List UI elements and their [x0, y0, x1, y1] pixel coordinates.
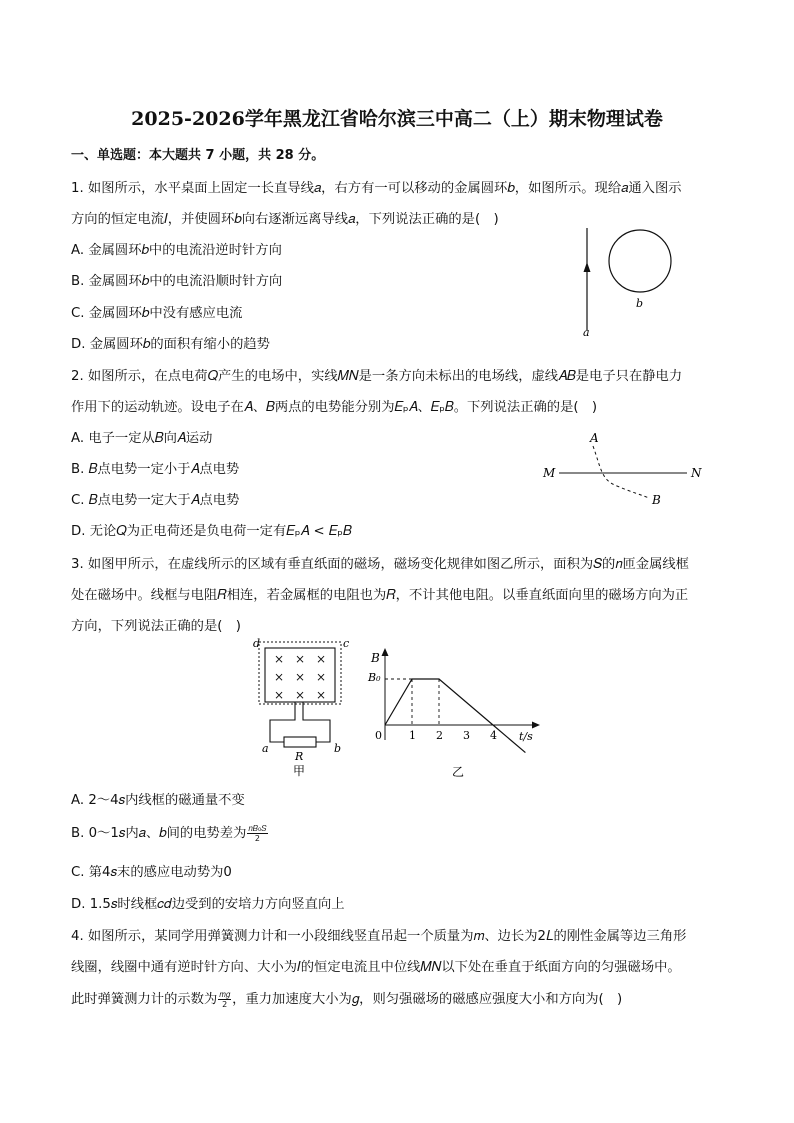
q2-option-c: C. 𝐵点电势一定大于𝐴点电势	[71, 493, 240, 508]
q1-option-d: D. 金属圆环𝑏的面积有缩小的趋势	[71, 337, 270, 352]
svg-text:×: ×	[295, 670, 306, 684]
q4-line-1: 4. 如图所示，某同学用弹簧测力计和一小段细线竖直吊起一个质量为𝑚、边长为2𝐿的刚性金属等边三角形	[71, 929, 687, 944]
terminal-a-label: a	[262, 742, 269, 755]
current-arrow-icon	[584, 262, 591, 272]
q4-line-2: 线圈，线圈中通有逆时针方向、大小为𝐼的恒定电流且中位线𝑀𝑁以下处在垂直于纸面方向的匀强磁场中。	[71, 960, 681, 975]
q3-option-c: C. 第4𝑠末的感应电动势为0	[71, 865, 232, 880]
figure-jia-caption: 甲	[293, 764, 306, 778]
q3-line-2: 处在磁场中。线框与电阻𝑅相连，若金属框的电阻也为𝑅，不计其他电阻。以垂直纸面向里的磁场方向为正	[71, 588, 689, 603]
q1-option-b: B. 金属圆环𝑏中的电流沿顺时针方向	[71, 274, 283, 289]
q2-option-d: D. 无论𝑄为正电荷还是负电荷一定有𝐸ₚ𝐴 < 𝐸ₚ𝐵	[71, 524, 352, 539]
y-tick-b0: B₀	[368, 671, 381, 684]
q1-line-1: 1. 如图所示，水平桌面上固定一长直导线𝑎，右方有一可以移动的金属圆环𝑏，如图所示。现给𝑎通入图示	[71, 181, 682, 196]
b-vs-t-line	[385, 679, 525, 753]
corner-d-label: d	[253, 637, 261, 650]
q3-figure-yi-chart	[360, 640, 550, 780]
x-axis-arrow-icon	[532, 722, 540, 729]
y-axis-arrow-icon	[382, 648, 389, 656]
q3-line-1: 3. 如图甲所示，在虚线所示的区域有垂直纸面的磁场，磁场变化规律如图乙所示，面积为𝑆的𝑛匝金属线框	[71, 557, 689, 572]
x-tick-1: 1	[409, 729, 416, 742]
figure-yi-caption: 乙	[452, 765, 465, 779]
q2-option-b: B. 𝐵点电势一定小于𝐴点电势	[71, 462, 240, 477]
q3-figure-jia	[250, 632, 360, 780]
q2-option-a: A. 电子一定从𝐵向𝐴运动	[71, 431, 213, 446]
q3-option-b-fraction: $\frac{\text{𝑛𝐵₀𝑆}}{2}$	[248, 823, 267, 843]
page-title: 2025-2026学年黑龙江省哈尔滨三中高二（上）期末物理试卷	[131, 108, 663, 130]
q1-option-a: A. 金属圆环𝑏中的电流沿逆时针方向	[71, 243, 282, 258]
svg-text:×: ×	[274, 652, 285, 666]
q2-figure	[535, 428, 715, 513]
q3-option-d: D. 1.5𝑠时线框𝑐𝑑边受到的安培力方向竖直向上	[71, 897, 345, 912]
field-crosses	[274, 652, 326, 702]
x-tick-2: 2	[436, 729, 443, 742]
q1-option-c: C. 金属圆环𝑏中没有感应电流	[71, 306, 243, 321]
q3-option-b-text: B. 0～1𝑠内𝑎、𝑏间的电势差为	[71, 826, 247, 841]
q2-line-1: 2. 如图所示，在点电荷𝑄产生的电场中，实线𝑀𝑁是一条方向未标出的电场线，虚线𝐴𝐵是电子只在静电力	[71, 369, 683, 384]
point-a-label: A	[590, 431, 599, 445]
svg-text:×: ×	[295, 652, 306, 666]
q3-option-a: A. 2～4𝑠内线框的磁通量不变	[71, 793, 245, 808]
q3-option-b	[71, 822, 269, 843]
corner-c-label: c	[343, 637, 350, 650]
q3-line-3: 方向，下列说法正确的是( )	[71, 619, 241, 634]
svg-text:×: ×	[316, 688, 327, 702]
q4-fraction: $\frac{\text{𝑚𝑔}}{2}$	[219, 989, 231, 1009]
svg-text:×: ×	[274, 670, 285, 684]
svg-text:×: ×	[316, 670, 327, 684]
terminal-b-label: b	[334, 742, 342, 755]
point-m-label: M	[543, 466, 556, 480]
point-n-label: N	[691, 466, 702, 480]
x-axis-label: t/s	[519, 730, 533, 743]
point-b-label: B	[652, 493, 661, 507]
q2-line-2: 作用下的运动轨迹。设电子在𝐴、𝐵两点的电势能分别为𝐸ₚ𝐴、𝐸ₚ𝐵。下列说法正确的是( )	[71, 400, 598, 415]
x-tick-4: 4	[490, 729, 497, 742]
resistor-label: R	[295, 750, 304, 763]
q4-line-3: 此时弹簧测力计的示数为 $\frac{\text{𝑚𝑔}}{2}$ ，重力加速度大小为𝑔，则匀强磁场的磁感应强度大小和方向为( )	[71, 989, 623, 1009]
ring-label: b	[636, 297, 644, 310]
q1-figure	[570, 220, 690, 340]
resistor-r	[284, 737, 316, 747]
y-axis-label: B	[371, 651, 380, 665]
wire-label: a	[583, 326, 590, 339]
metal-ring	[609, 230, 671, 292]
svg-text:×: ×	[295, 688, 306, 702]
q1-line-2: 方向的恒定电流𝐼，并使圆环𝑏向右逐渐远离导线𝑎，下列说法正确的是( )	[71, 212, 499, 227]
x-tick-3: 3	[463, 729, 470, 742]
svg-text:×: ×	[316, 652, 327, 666]
section-header: 一、单选题：本大题共 7 小题，共 28 分。	[71, 148, 325, 163]
trajectory-ab	[593, 446, 649, 498]
origin-label: 0	[375, 729, 382, 742]
svg-text:×: ×	[274, 688, 285, 702]
